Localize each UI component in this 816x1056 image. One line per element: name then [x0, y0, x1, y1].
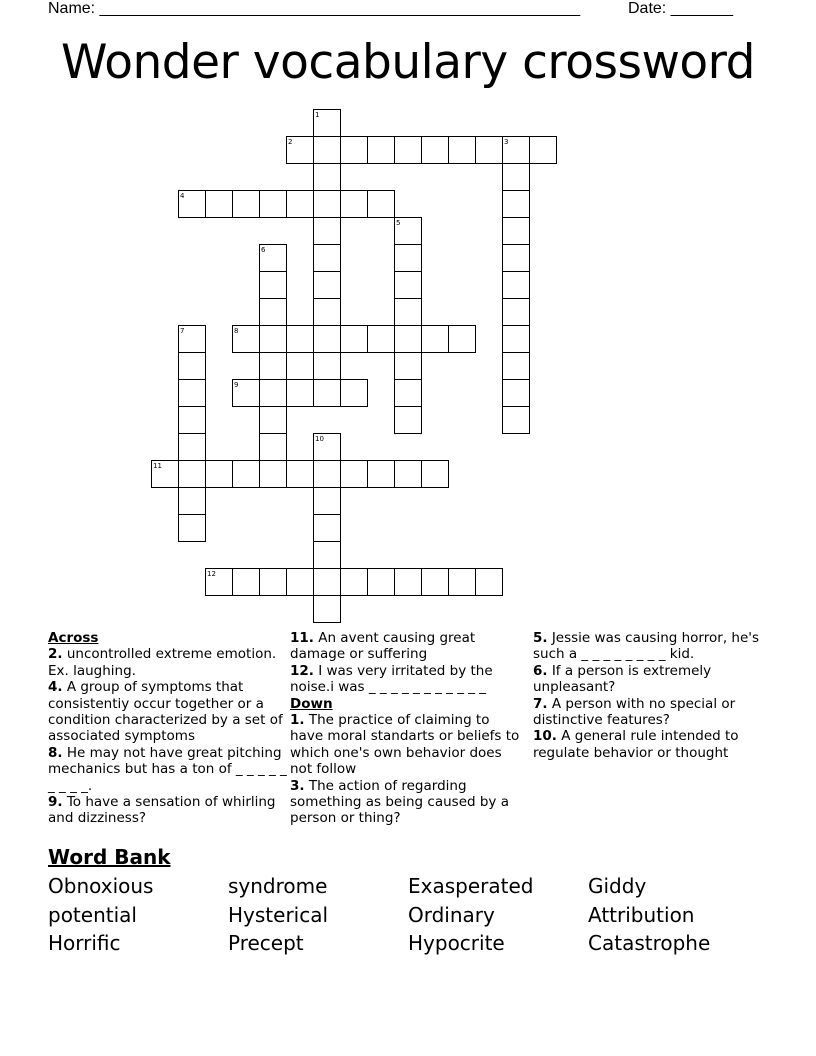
crossword-cell[interactable] — [313, 541, 341, 569]
clue-across-4: 4. A group of symptoms that consistentiy occur together or a condition characterized by a set of associated symptoms — [48, 679, 283, 745]
crossword-cell[interactable] — [448, 325, 476, 353]
crossword-cell[interactable] — [313, 568, 341, 596]
crossword-cell[interactable] — [394, 271, 422, 299]
clue-across-9: 9. To have a sensation of whirling and dizziness? — [48, 794, 276, 827]
crossword-cell[interactable] — [205, 460, 233, 488]
crossword-cell[interactable] — [313, 244, 341, 272]
crossword-cell[interactable] — [367, 568, 395, 596]
crossword-cell[interactable] — [313, 325, 341, 353]
word-bank-item: Giddy — [588, 874, 647, 898]
clue-down-6: 6. If a person is extremely unpleasant? — [533, 662, 712, 696]
clue-number: 7 — [180, 327, 185, 335]
clue-across-2: 2. uncontrolled extreme emotion. Ex. laughing. — [48, 646, 277, 679]
clue-down-3: 3. The action of regarding something as being caused by a person or thing? — [290, 777, 509, 827]
word-bank-item: Obnoxious — [48, 874, 154, 898]
down-heading: Down — [290, 695, 333, 712]
word-bank-item: Hypocrite — [408, 931, 505, 955]
crossword-cell[interactable] — [313, 487, 341, 515]
crossword-cell[interactable] — [394, 136, 422, 164]
clue-number: 9 — [234, 381, 239, 389]
word-bank-item: Hysterical — [228, 903, 329, 927]
crossword-cell[interactable] — [502, 271, 530, 299]
crossword-cell[interactable] — [448, 568, 476, 596]
word-bank-item: syndrome — [228, 874, 328, 898]
crossword-cell[interactable] — [475, 136, 503, 164]
crossword-cell[interactable] — [205, 190, 233, 218]
clue-number: 2 — [288, 138, 293, 146]
crossword-cell[interactable] — [313, 271, 341, 299]
crossword-cell[interactable] — [421, 136, 449, 164]
crossword-cell[interactable] — [286, 325, 314, 353]
crossword-cell[interactable] — [259, 406, 287, 434]
crossword-cell[interactable] — [394, 568, 422, 596]
crossword-cell[interactable] — [394, 244, 422, 272]
crossword-cell[interactable] — [259, 568, 287, 596]
crossword-cell[interactable] — [313, 163, 341, 191]
crossword-cell[interactable] — [313, 595, 341, 623]
crossword-cell[interactable] — [394, 379, 422, 407]
crossword-cell[interactable] — [286, 460, 314, 488]
crossword-cell[interactable] — [313, 514, 341, 542]
crossword-cell[interactable] — [259, 271, 287, 299]
crossword-cell[interactable] — [502, 352, 530, 380]
crossword-cell[interactable] — [340, 460, 368, 488]
clue-number: 12 — [207, 570, 216, 578]
crossword-cell[interactable] — [394, 325, 422, 353]
crossword-cell[interactable] — [367, 325, 395, 353]
crossword-cell[interactable] — [178, 433, 206, 461]
crossword-cell[interactable] — [502, 406, 530, 434]
crossword-cell[interactable] — [232, 568, 260, 596]
clue-number: 4 — [180, 192, 185, 200]
clue-column-3 — [533, 630, 763, 761]
crossword-cell[interactable] — [178, 352, 206, 380]
clue-across-11: 11. An avent causing great damage or suffering — [290, 630, 476, 663]
crossword-cell[interactable] — [394, 406, 422, 434]
clue-number: 10 — [315, 435, 324, 443]
crossword-cell[interactable] — [178, 379, 206, 407]
crossword-cell[interactable] — [394, 460, 422, 488]
clue-number: 3 — [504, 138, 509, 146]
clue-column-2 — [290, 630, 526, 827]
crossword-cell[interactable] — [340, 568, 368, 596]
crossword-cell[interactable] — [313, 136, 341, 164]
crossword-cell[interactable] — [367, 136, 395, 164]
clue-column-1 — [48, 630, 288, 827]
clue-number: 1 — [315, 111, 320, 119]
word-bank-item: Exasperated — [408, 874, 534, 898]
crossword-cell[interactable] — [313, 217, 341, 245]
crossword-cell[interactable] — [502, 163, 530, 191]
crossword-cell[interactable] — [313, 379, 341, 407]
clue-number: 5 — [396, 219, 401, 227]
crossword-cell[interactable] — [394, 298, 422, 326]
crossword-cell[interactable] — [232, 460, 260, 488]
clue-across-8: 8. He may not have great pitching mechanics but has a ton of _ _ _ _ _ _ _ _ _. — [48, 744, 287, 794]
crossword-cell[interactable] — [178, 514, 206, 542]
word-bank-item: Catastrophe — [588, 931, 711, 955]
clue-down-10: 10. A general rule intended to regulate behavior or thought — [533, 728, 739, 761]
crossword-cell[interactable] — [502, 190, 530, 218]
crossword-cell[interactable] — [259, 352, 287, 380]
crossword-cell[interactable] — [232, 190, 260, 218]
across-heading: Across — [48, 630, 99, 646]
page-title: Wonder vocabulary crossword — [61, 35, 755, 90]
crossword-cell[interactable] — [502, 298, 530, 326]
crossword-cell[interactable] — [178, 460, 206, 488]
crossword-cell[interactable] — [340, 379, 368, 407]
crossword-cell[interactable] — [502, 244, 530, 272]
crossword-cell[interactable] — [313, 298, 341, 326]
word-bank-item: Horrific — [48, 931, 121, 955]
crossword-cell[interactable] — [259, 325, 287, 353]
crossword-cell[interactable] — [286, 568, 314, 596]
word-bank-item: potential — [48, 903, 137, 927]
crossword-cell[interactable] — [178, 406, 206, 434]
clue-down-1: 1. The practice of claiming to have moral standarts or beliefs to which one's own behavior does not follow — [290, 712, 520, 778]
crossword-cell[interactable] — [340, 136, 368, 164]
clue-down-7: 7. A person with no special or distinctive features? — [533, 695, 736, 729]
word-bank-item: Precept — [228, 931, 304, 955]
crossword-cell[interactable] — [394, 352, 422, 380]
name-field[interactable]: Name: ______________________________________________________ — [48, 0, 581, 17]
crossword-cell[interactable] — [286, 379, 314, 407]
crossword-cell[interactable] — [340, 190, 368, 218]
crossword-cell[interactable] — [421, 325, 449, 353]
crossword-cell[interactable] — [313, 460, 341, 488]
crossword-cell[interactable] — [502, 217, 530, 245]
clue-number: 6 — [261, 246, 266, 254]
crossword-cell[interactable] — [367, 460, 395, 488]
crossword-cell[interactable] — [259, 433, 287, 461]
crossword-cell[interactable] — [367, 190, 395, 218]
crossword-cell[interactable] — [313, 352, 341, 380]
crossword-cell[interactable] — [259, 190, 287, 218]
word-bank-item: Attribution — [588, 903, 695, 927]
crossword-cell[interactable] — [178, 487, 206, 515]
date-field[interactable]: Date: _______ — [628, 0, 733, 17]
crossword-cell[interactable] — [421, 460, 449, 488]
crossword-cell[interactable] — [475, 568, 503, 596]
clue-down-5: 5. Jessie was causing horror, he's such a _ _ _ _ _ _ _ _ kid. — [533, 630, 760, 663]
clue-number: 11 — [153, 462, 162, 470]
crossword-cell[interactable] — [286, 190, 314, 218]
crossword-cell[interactable] — [259, 379, 287, 407]
crossword-cell[interactable] — [340, 325, 368, 353]
word-bank-item: Ordinary — [408, 903, 495, 927]
crossword-cell[interactable] — [502, 379, 530, 407]
crossword-cell[interactable] — [259, 298, 287, 326]
crossword-cell[interactable] — [502, 325, 530, 353]
clue-across-12: 12. I was very irritated by the noise.i was _ _ _ _ _ _ _ _ _ _ _ — [290, 662, 493, 696]
crossword-cell[interactable] — [259, 460, 287, 488]
crossword-cell[interactable] — [421, 568, 449, 596]
crossword-cell[interactable] — [313, 190, 341, 218]
crossword-cell[interactable] — [529, 136, 557, 164]
crossword-cell[interactable] — [448, 136, 476, 164]
clue-number: 8 — [234, 327, 239, 335]
word-bank-title: Word Bank — [48, 845, 171, 869]
